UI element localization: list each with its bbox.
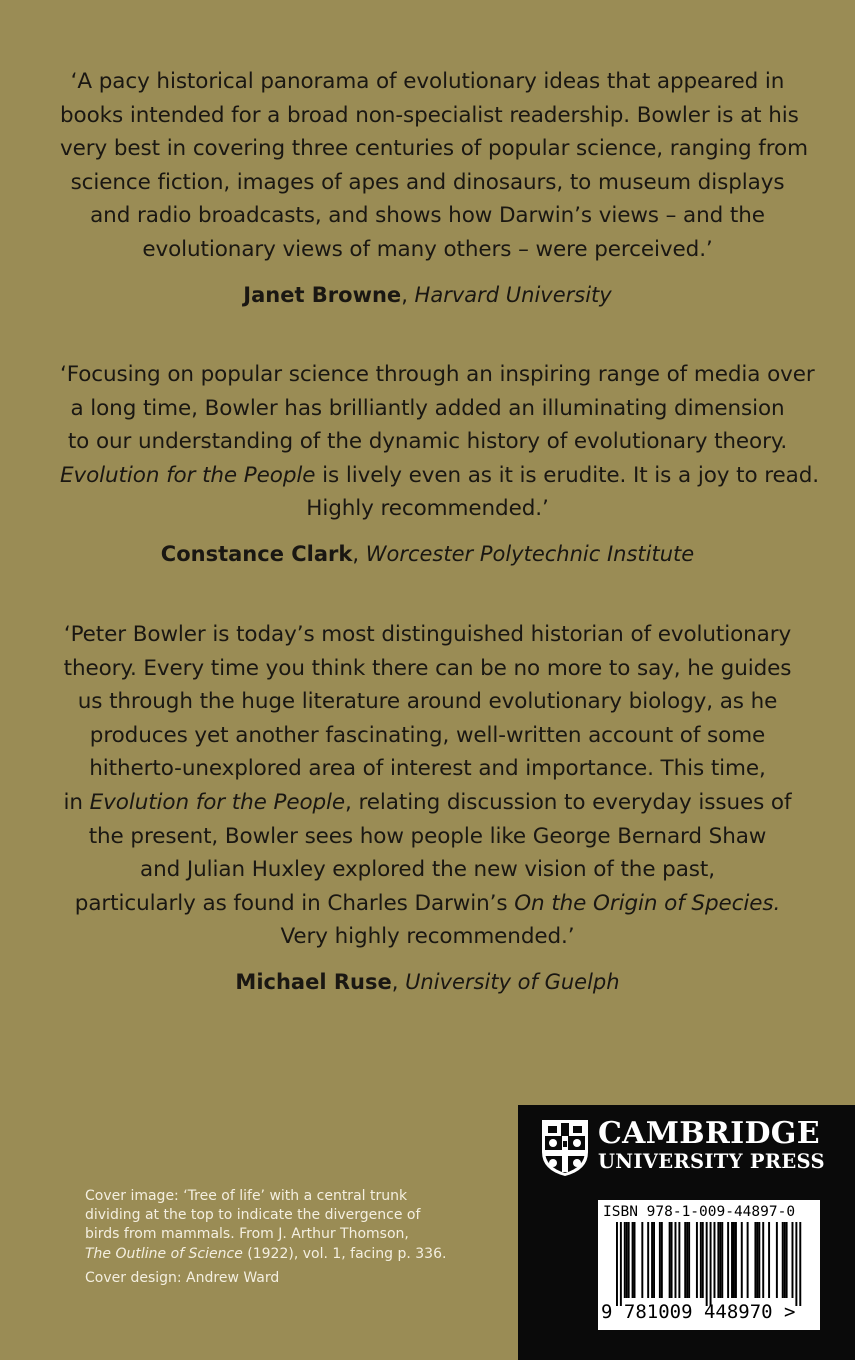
credit-line: The Outline of Science (1922), vol. 1, facing p. 336. [85,1245,447,1262]
quote-line: science fiction, images of apes and dinosaurs, to museum displays [70,169,785,195]
reviewer-affiliation: Worcester Polytechnic Institute [365,541,695,566]
barcode-bar [702,1222,704,1298]
quote-text [60,358,819,526]
barcode-bar [733,1222,735,1298]
barcode-bar [741,1222,743,1298]
quote-line: ‘Focusing on popular science through an inspiring range of media over [60,362,815,387]
barcode-bar [727,1222,729,1298]
book-title: On the Origin of Species. [514,890,781,916]
book-title: Evolution for the People [60,462,316,488]
reviewer-name: Janet Browne [243,282,402,307]
barcode-bar [669,1222,671,1298]
barcode-bar [686,1222,688,1298]
barcode-bar [747,1222,749,1298]
barcode-bar [758,1222,760,1298]
barcode-digits: 9 781009 448970 > [601,1301,796,1323]
credit-line: birds from mammals. From J. Arthur Thomson, [85,1226,409,1243]
barcode-bar [706,1222,708,1306]
barcode-bar [784,1222,786,1298]
barcode-bar [620,1222,622,1306]
barcode-bar [624,1222,626,1298]
barcode-bar [714,1222,716,1298]
attribution-separator: , [391,969,406,994]
quote-line: a long time, Bowler has brilliantly added an illuminating dimension [70,395,785,421]
barcode-bar [795,1222,797,1306]
barcode-bar [647,1222,649,1298]
quote-janet-browne [60,65,808,310]
credit-line: Cover image: ‘Tree of life’ with a central trunk [85,1188,408,1204]
attribution-separator: , [352,541,366,566]
barcode-bar [675,1222,677,1298]
barcode-bar [688,1222,690,1298]
barcode-bar [762,1222,764,1298]
cover-design-credit: Cover design: Andrew Ward [85,1269,280,1286]
barcode-bar [651,1222,653,1298]
book-title: The Outline of Science [85,1245,243,1262]
quote-line: Very highly recommended.’ [280,924,575,950]
barcode-bar [717,1222,719,1298]
barcode-bar [628,1222,630,1298]
publisher-panel [518,1105,855,1360]
barcode-bar [721,1222,723,1298]
quote-line: the present, Bowler sees how people like George Bernard Shaw [88,823,767,849]
reviewer-affiliation: University of Guelph [405,969,620,994]
barcode-bar [696,1222,698,1298]
quote-line: ‘A pacy historical panorama of evolutionary ideas that appeared in [70,69,785,94]
quote-line: produces yet another fascinating, well-written account of some [89,722,766,748]
barcode-bar [626,1222,628,1298]
quote-line: in Evolution for the People, relating discussion to everyday issues of [63,789,792,815]
publisher-name-top: CAMBRIDGE [598,1116,820,1151]
barcode-bar [735,1222,737,1298]
barcode-bar [792,1222,794,1298]
barcode-bar [684,1222,686,1298]
quote-text [60,618,795,954]
quote-line: hitherto-unexplored area of interest and importance. This time, [89,756,766,782]
barcode-bar [671,1222,673,1298]
barcode-bar [661,1222,663,1298]
quote-line: Highly recommended.’ [306,496,549,522]
quote-line: very best in covering three centuries of popular science, ranging from [60,136,808,162]
barcode-bar [719,1222,721,1298]
quote-attribution [60,280,795,310]
barcode-bar [641,1222,643,1298]
quote-line: evolutionary views of many others – were perceived.’ [142,236,713,262]
cambridge-crest-icon [540,1118,590,1178]
quote-michael-ruse [60,618,795,997]
book-title: Evolution for the People [89,789,346,815]
barcode-bar [756,1222,758,1298]
quote-line: Evolution for the People is lively even as it is erudite. It is a joy to read. [60,462,819,488]
quote-constance-clark [60,358,819,569]
barcode-bar [782,1222,784,1298]
barcode-bar [632,1222,634,1298]
barcode-bar [634,1222,636,1298]
reviewer-name: Michael Ruse [235,969,392,994]
barcode-bar [731,1222,733,1298]
barcode-bar [700,1222,702,1298]
quote-attribution [60,539,795,569]
barcode-bar [659,1222,661,1298]
barcode-panel [598,1200,820,1330]
quote-line: us through the huge literature around evolutionary biology, as he [77,689,778,715]
quote-attribution [60,967,795,997]
quote-line: ‘Peter Bowler is today’s most distinguished historian of evolutionary [63,622,792,647]
cover-credits [85,1187,445,1288]
barcode-bar [616,1222,618,1306]
barcode-bar [786,1222,788,1298]
credit-line: dividing at the top to indicate the divergence of [85,1207,421,1224]
quote-line: particularly as found in Charles Darwin’s On the Origin of Species. [74,890,781,916]
publisher-name-bottom: UNIVERSITY PRESS [598,1150,825,1173]
barcode-bar [776,1222,778,1298]
barcode-bar [799,1222,801,1306]
quote-line: and Julian Huxley explored the new vision of the past, [140,857,715,883]
attribution-separator: , [401,282,415,307]
isbn-label: ISBN 978-1-009-44897-0 [603,1204,796,1220]
quote-line: books intended for a broad non-specialist readership. Bowler is at his [60,102,799,128]
quote-line: theory. Every time you think there can be no more to say, he guides [63,655,792,681]
barcode-bar [768,1222,770,1298]
quote-line: to our understanding of the dynamic history of evolutionary theory. [67,429,788,455]
barcode-bar [653,1222,655,1298]
barcode-bar [754,1222,756,1298]
quote-line: and radio broadcasts, and shows how Darwin’s views – and the [90,203,765,229]
quote-text [60,65,808,267]
barcode-bar [678,1222,680,1298]
publisher-name [598,1117,825,1173]
reviewer-name: Constance Clark [160,541,353,566]
barcode-bar [710,1222,712,1306]
reviewer-affiliation: Harvard University [414,282,612,307]
